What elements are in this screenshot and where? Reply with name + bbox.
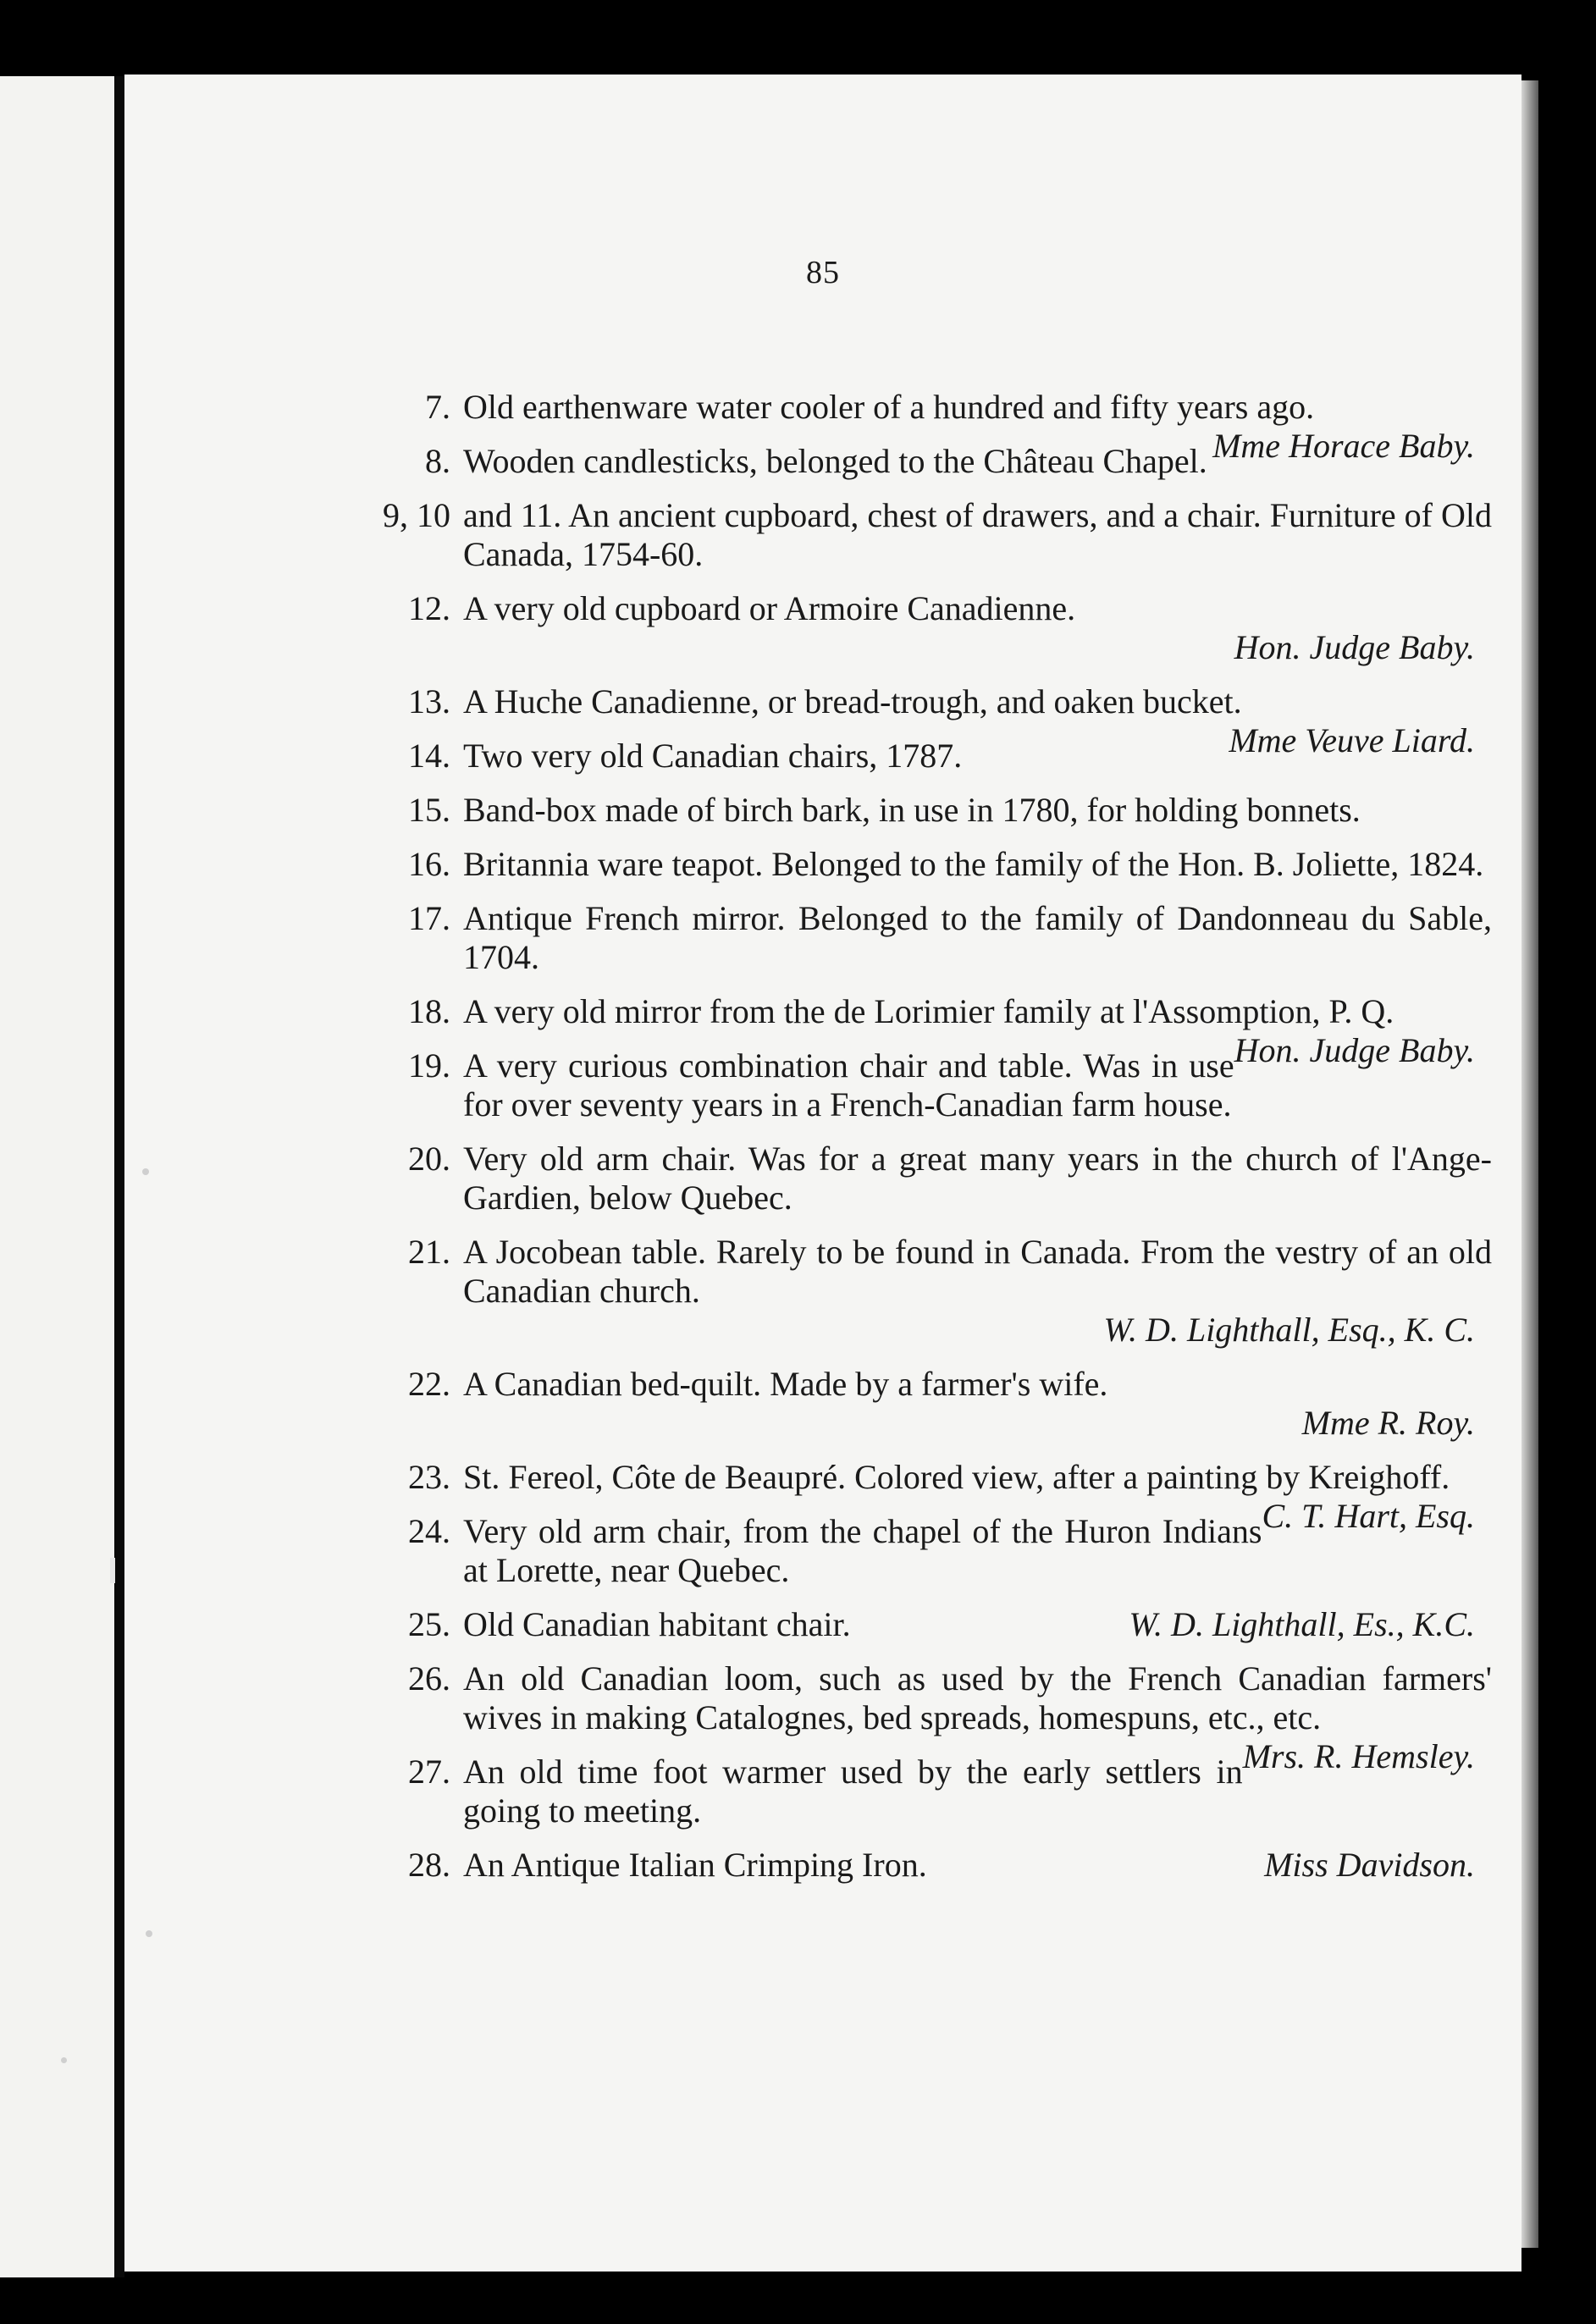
entry-text: Two very old Canadian chairs, 1787. (463, 737, 963, 775)
entry-number: 20. (408, 1140, 450, 1178)
page-right-edge (1521, 80, 1538, 2248)
list-item (408, 1365, 1492, 1443)
entry-number: 25. (408, 1605, 450, 1643)
entry-text: A very curious combination chair and table. Was in use for over seventy years in a French-Canadian farm house. (463, 1046, 1234, 1123)
entry-number: 19. (408, 1046, 450, 1085)
entry-credit: Mrs. R. Hemsley. (1242, 1737, 1475, 1775)
entry-number: 9, 10 (383, 496, 450, 534)
entry-number: 24. (408, 1512, 450, 1550)
scan-speck (142, 1168, 149, 1175)
list-item (408, 845, 1492, 884)
page-number: 85 (806, 255, 840, 290)
list-item (408, 737, 1492, 776)
entry-number: 23. (408, 1458, 450, 1496)
entry-number: 15. (408, 791, 450, 829)
list-item (408, 1753, 1492, 1830)
page (124, 75, 1521, 2272)
entry-number: 21. (408, 1233, 450, 1271)
entry-number: 22. (408, 1365, 450, 1403)
list-item (408, 791, 1492, 830)
catalogue-list (124, 388, 1521, 1900)
entry-text: An Antique Italian Crimping Iron. Miss Davidson. (463, 1846, 1475, 1884)
scan-speck (146, 1930, 152, 1937)
list-item (408, 1605, 1492, 1644)
list-item (408, 1512, 1492, 1590)
entry-credit: Hon. Judge Baby. (1234, 1031, 1475, 1069)
entry-credit: Mme Horace Baby. (1212, 427, 1475, 465)
entry-text: Very old arm chair. Was for a great many years in the church of l'Ange-Gardien, below Quebec. (463, 1140, 1492, 1217)
scan-speck (61, 2057, 67, 2063)
entry-number: 12. (408, 589, 450, 627)
entry-credit: Mme R. Roy. (1301, 1404, 1475, 1442)
list-item (408, 1233, 1492, 1350)
entry-number: 8. (425, 442, 450, 480)
entry-text: A very old mirror from the de Lorimier family at l'Assomption, P. Q. Hon. Judge Baby. (463, 992, 1475, 1069)
entry-number: 18. (408, 992, 450, 1030)
entry-text: An old time foot warmer used by the early settlers in going to meeting. (463, 1753, 1243, 1830)
entry-text: Band-box made of birch bark, in use in 1780, for holding bonnets. (463, 791, 1361, 829)
entry-number: 27. (408, 1753, 450, 1791)
entry-text: Very old arm chair, from the chapel of the Huron Indians at Lorette, near Quebec. (463, 1512, 1262, 1589)
previous-page-edge (0, 76, 114, 2277)
entry-number: 16. (408, 845, 450, 883)
entry-text: A Jocobean table. Rarely to be found in Canada. From the vestry of an old Canadian church. (463, 1233, 1492, 1310)
entry-number: 7. (425, 388, 450, 426)
list-item (408, 1140, 1492, 1217)
entry-number: 13. (408, 682, 450, 720)
list-item (425, 442, 1492, 481)
entry-text: A Huche Canadienne, or bread-trough, and oaken bucket. Mme Veuve Liard. (463, 682, 1475, 759)
entry-credit: Hon. Judge Baby. (1234, 628, 1475, 666)
list-item (408, 1046, 1492, 1124)
entry-text: A Canadian bed-quilt. Made by a farmer's wife. (463, 1365, 1108, 1403)
list-item (408, 1846, 1492, 1885)
entry-text: St. Fereol, Côte de Beaupré. Colored view, after a painting by Kreighoff. C. T. Hart, Esq. (463, 1458, 1475, 1535)
entry-number: 17. (408, 899, 450, 937)
entry-number: 14. (408, 737, 450, 775)
entry-text: Wooden candlesticks, belonged to the Château Chapel. (463, 442, 1207, 480)
entry-credit: W. D. Lighthall, Es., K.C. (1129, 1605, 1475, 1643)
entry-credit: C. T. Hart, Esq. (1262, 1497, 1475, 1535)
entry-credit: Miss Davidson. (1264, 1846, 1475, 1884)
list-item (408, 589, 1492, 667)
list-item (408, 899, 1492, 977)
list-item (383, 496, 1492, 574)
entry-text: An old Canadian loom, such as used by the French Canadian farmers' wives in making Catalognes, bed spreads, homespuns, etc., etc. Mrs. R. Hemsley. (463, 1659, 1492, 1775)
entry-number: 28. (408, 1846, 450, 1884)
entry-text: A very old cupboard or Armoire Canadienne. (463, 589, 1076, 627)
entry-text: Old Canadian habitant chair. W. D. Lighthall, Es., K.C. (463, 1605, 1475, 1643)
scan-mark (110, 1558, 115, 1583)
entry-text: Britannia ware teapot. Belonged to the family of the Hon. B. Joliette, 1824. (463, 845, 1484, 883)
entry-text: Old earthenware water cooler of a hundred and fifty years ago. Mme Horace Baby. (463, 388, 1475, 465)
entry-credit: W. D. Lighthall, Esq., K. C. (1103, 1311, 1475, 1349)
entry-number: 26. (408, 1659, 450, 1697)
page-gutter (114, 76, 124, 2277)
entry-credit: Mme Veuve Liard. (1229, 721, 1475, 759)
entry-text: and 11. An ancient cupboard, chest of drawers, and a chair. Furniture of Old Canada, 1754-60. (463, 496, 1492, 573)
entry-text: Antique French mirror. Belonged to the family of Dandonneau du Sable, 1704. (463, 899, 1492, 976)
